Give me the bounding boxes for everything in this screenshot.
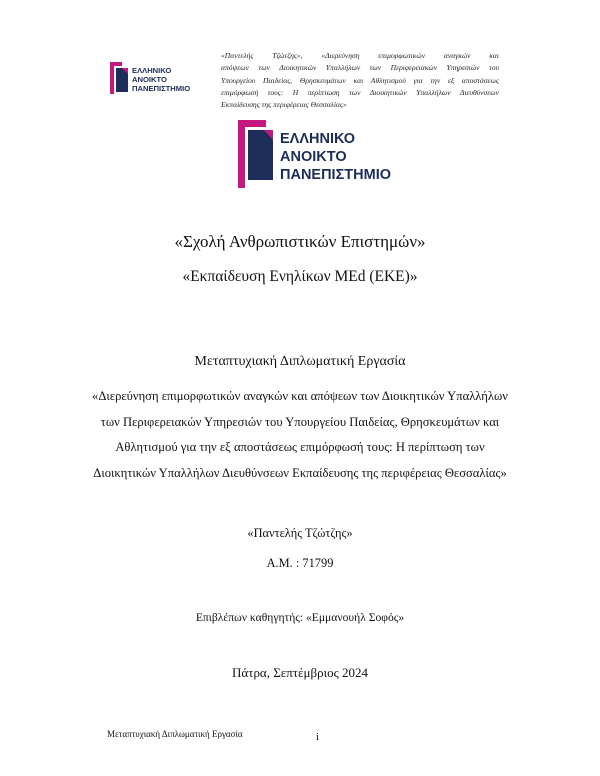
- main-logo-line-1: ΕΛΛΗΝΙΚΟ: [280, 131, 356, 147]
- main-logo-line-2: ΑΝΟΙΚΤΟ: [280, 149, 347, 165]
- thesis-title-line: Διοικητικών Υπαλλήλων Διευθύνσεων Εκπαίδευσης της περιφέρειας Θεσσαλίας»: [93, 465, 507, 480]
- thesis-title-line: «Διερεύνηση επιμορφωτικών αναγκών και απόψεων των Διοικητικών Υπαλλήλων: [92, 389, 508, 403]
- program-name: «Εκπαίδευση Ενηλίκων MEd (ΕΚΕ)»: [182, 268, 418, 285]
- header-citation-line: Εκπαίδευσης της περιφέρειας Θεσσαλίας»: [221, 100, 347, 110]
- supervisor: Επιβλέπων καθηγητής: «Εμμανουήλ Σοφός»: [195, 611, 405, 624]
- thesis-title-line: των Περιφερειακών Υπηρεσιών του Υπουργείου Παιδείας, Θρησκευμάτων και: [100, 414, 500, 429]
- page-number: i: [316, 731, 320, 743]
- header-citation: [221, 50, 499, 111]
- university-logo-mark-icon: [236, 118, 392, 190]
- header-citation-line: Υπουργείου Παιδείας, Θρησκευμάτων και Αθλητισμού για την εξ αποστάσεως: [221, 75, 499, 85]
- header-logo-line-1: ΕΛΛΗΝΙΚΟ: [132, 66, 172, 75]
- header-citation-line: απόψεων των Διοικητικών Υπαλλήλων των Περιφερειακών Υπηρεσιών του: [221, 63, 499, 73]
- thesis-title-line: Αθλητισμού για την εξ αποστάσεως επιμόρφωσή τους: Η περίπτωση των: [115, 440, 485, 454]
- header-logo-mark-icon: [108, 60, 204, 96]
- student-id: Α.Μ. : 71799: [266, 556, 334, 570]
- school-name: «Σχολή Ανθρωπιστικών Επιστημών»: [174, 232, 426, 251]
- header-citation-line: επιμόρφωσή τους: Η περίπτωση των Διοικητικών Υπαλλήλων Διευθύνσεων: [221, 87, 499, 97]
- thesis-title: [40, 384, 560, 486]
- header-logo-line-2: ΑΝΟΙΚΤΟ: [132, 75, 167, 84]
- author-name: «Παντελής Τζώτζης»: [247, 526, 353, 540]
- header-university-logo: [108, 60, 204, 96]
- main-logo-line-3: ΠΑΝΕΠΙΣΤΗΜΙΟ: [280, 167, 392, 183]
- thesis-type: Μεταπτυχιακή Διπλωματική Εργασία: [194, 354, 406, 369]
- main-university-logo: [236, 118, 392, 190]
- footer-label: Μεταπτυχιακή Διπλωματική Εργασία: [107, 729, 243, 739]
- place-date: Πάτρα, Σεπτέμβριος 2024: [232, 665, 368, 680]
- header-citation-line: «Παντελής Τζώτζης», «Διερεύνηση επιμορφωτικών αναγκών και: [221, 51, 499, 60]
- header-logo-line-3: ΠΑΝΕΠΙΣΤΗΜΙΟ: [132, 84, 191, 93]
